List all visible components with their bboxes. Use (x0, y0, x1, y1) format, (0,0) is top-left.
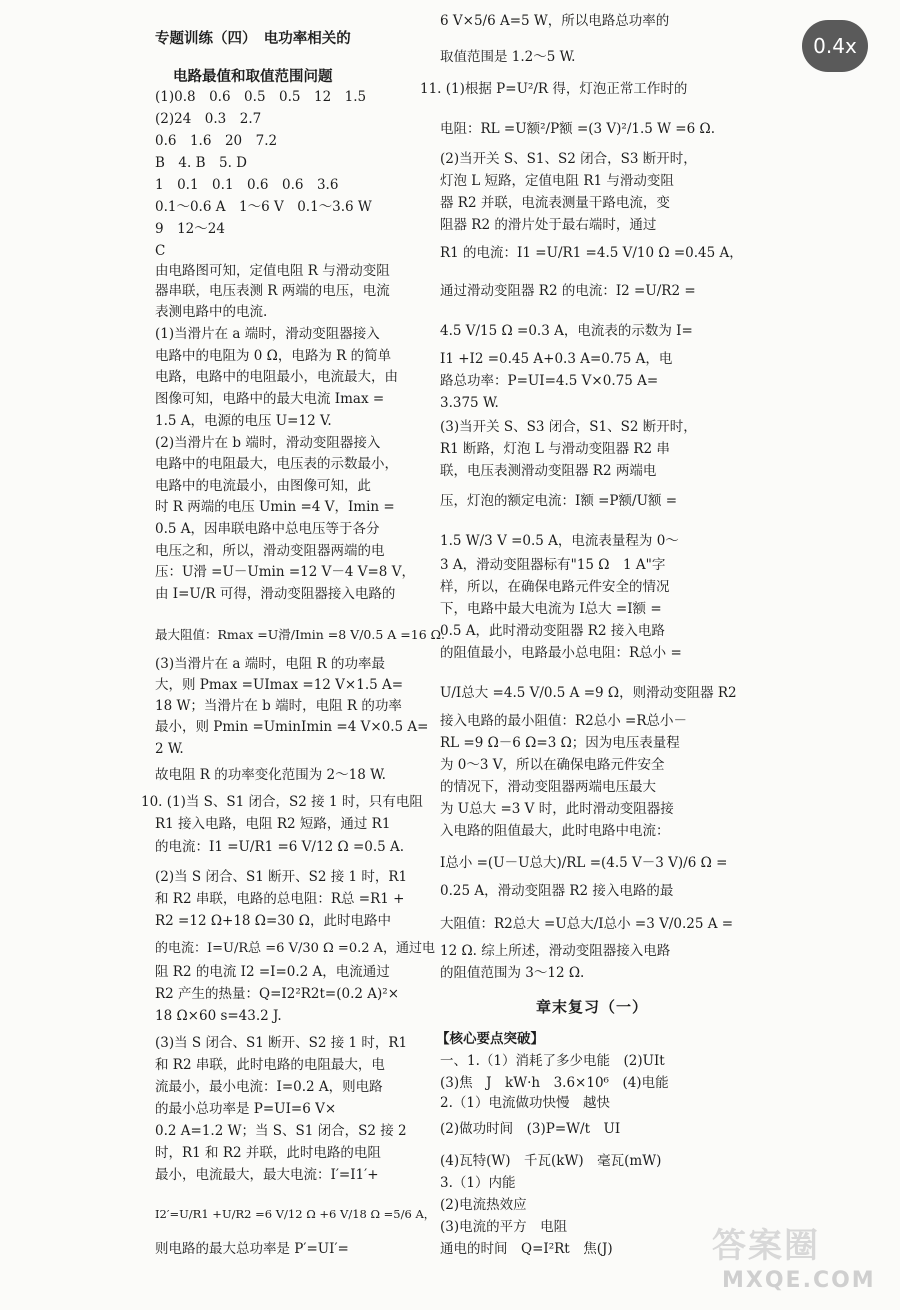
left-line: 1.5 A，电源的电压 U=12 V. (155, 413, 332, 429)
left-line: B 4. B 5. D (155, 155, 248, 171)
right-line: 压，灯泡的额定电流：I额 =P额/U额 = (440, 493, 678, 509)
left-line: 9 12～24 (155, 221, 225, 237)
right-line: 4.5 V/15 Ω =0.3 A，电流表的示数为 I= (440, 323, 693, 339)
right-line: 路总功率：P=UI=4.5 V×0.75 A= (440, 373, 659, 389)
left-line: C (155, 243, 166, 259)
left-line: (1)当滑片在 a 端时，滑动变阻器接入 (155, 326, 380, 342)
left-line: 阻 R2 的电流 I2 =I=0.2 A，电流通过 (155, 964, 390, 980)
left-line: 2 W. (155, 741, 184, 757)
right-line: 通过滑动变阻器 R2 的电流：I2 =U/R2 = (440, 283, 696, 299)
left-line: 最大阻值：Rmax =U滑/Imin =8 V/0.5 A =16 Ω. (155, 627, 445, 642)
right-line: 为 0～3 V，所以在确保电路元件安全 (440, 757, 665, 773)
left-line: 18 W；当滑片在 b 端时，电阻 R 的功率 (155, 698, 402, 714)
right-line: (4)瓦特(W) 千瓦(kW) 毫瓦(mW) (440, 1153, 662, 1169)
left-line: 电路，电路中的电阻最小，电流最大，由 (155, 369, 398, 385)
right-line: 样，所以，在确保电路元件安全的情况 (440, 579, 670, 595)
right-line: (2)电流热效应 (440, 1197, 527, 1213)
left-line: (2)当 S 闭合、S1 断开、S2 接 1 时，R1 (155, 869, 408, 885)
right-line: 12 Ω. 综上所述，滑动变阻器接入电路 (440, 943, 671, 959)
right-line: 3.375 W. (440, 395, 499, 411)
right-line: 的阻值最小，电路最小总电阻：R总小 = (440, 645, 682, 661)
right-line: (3)当开关 S、S3 闭合，S1、S2 断开时， (440, 419, 697, 435)
right-line: 取值范围是 1.2～5 W. (440, 49, 576, 65)
left-line: 流最小，最小电流：I=0.2 A，则电路 (155, 1079, 383, 1095)
right-line: 电阻：RL =U额²/P额 =(3 V)²/1.5 W =6 Ω. (440, 121, 715, 137)
left-line: R1 接入电路，电阻 R2 短路，通过 R1 (155, 816, 391, 832)
zoom-level-button[interactable]: 0.4x (802, 20, 868, 72)
left-line: 压：U滑 =U－Umin =12 V－4 V=8 V， (155, 564, 415, 580)
right-line: R1 断路，灯泡 L 与滑动变阻器 R2 串 (440, 441, 670, 457)
left-line: (2)24 0.3 2.7 (155, 111, 262, 127)
left-line: 由 I=U/R 可得，滑动变阻器接入电路的 (155, 586, 396, 602)
right-line: 6 V×5/6 A=5 W，所以电路总功率的 (440, 13, 670, 29)
right-line: 灯泡 L 短路，定值电阻 R1 与滑动变阻 (440, 173, 674, 189)
right-line: (2)当开关 S、S1、S2 闭合，S3 断开时， (440, 151, 697, 167)
left-line: 电路中的电流最小，由图像可知，此 (155, 478, 371, 494)
left-line: 最小，则 Pmin =UminImin =4 V×0.5 A= (155, 719, 429, 735)
left-line: 10. (1)当 S、S1 闭合，S2 接 1 时，只有电阻 (141, 794, 423, 810)
watermark-logo: 答案圈 (712, 1226, 820, 1266)
left-line: 则电路的最大总功率是 P′=UI′= (155, 1241, 349, 1257)
right-line: R1 的电流：I1 =U/R1 =4.5 V/10 Ω =0.45 A， (440, 245, 743, 261)
left-line: 专题训练（四） 电功率相关的 (155, 31, 351, 47)
left-line: (3)当 S 闭合、S1 断开、S2 接 1 时，R1 (155, 1035, 408, 1051)
left-line: 1 0.1 0.1 0.6 0.6 3.6 (155, 177, 339, 193)
left-line: 电路中的电阻最大，电压表的示数最小， (155, 456, 398, 472)
left-line: I2′=U/R1 +U/R2 =6 V/12 Ω +6 V/18 Ω =5/6 A， (155, 1207, 436, 1221)
right-line: RL =9 Ω－6 Ω=3 Ω；因为电压表量程 (440, 735, 680, 751)
right-line: 3.（1）内能 (440, 1175, 516, 1191)
right-line: 大阻值：R2总大 =U总大/I总小 =3 V/0.25 A = (440, 916, 734, 932)
right-line: 入电路的阻值最大，此时电路中电流： (440, 823, 670, 839)
left-line: 器串联，电压表测 R 两端的电压，电流 (155, 283, 390, 299)
right-line: (3)焦 J kW·h 3.6×10⁶ (4)电能 (440, 1075, 669, 1091)
left-line: 电压之和，所以，滑动变阻器两端的电 (155, 543, 385, 559)
left-line: 时 R 两端的电压 Umin =4 V，Imin = (155, 499, 395, 515)
right-line: 的情况下，滑动变阻器两端电压最大 (440, 779, 656, 795)
left-line: 故电阻 R 的功率变化范围为 2～18 W. (155, 767, 386, 783)
right-line: 的阻值范围为 3～12 Ω. (440, 965, 585, 981)
left-line: 图像可知，电路中的最大电流 Imax = (155, 391, 385, 407)
right-line: (2)做功时间 (3)P=W/t UI (440, 1121, 621, 1137)
left-line: (1)0.8 0.6 0.5 0.5 12 1.5 (155, 89, 367, 105)
left-line: R2 =12 Ω+18 Ω=30 Ω，此时电路中 (155, 913, 391, 929)
right-line: 章末复习（一） (536, 998, 649, 1016)
right-line: 接入电路的最小阻值：R2总小 =R总小－ (440, 713, 688, 729)
left-line: 0.6 1.6 20 7.2 (155, 133, 278, 149)
left-line: 0.5 A，因串联电路中总电压等于各分 (155, 521, 380, 537)
left-line: (3)当滑片在 a 端时，电阻 R 的功率最 (155, 656, 386, 672)
right-line: 0.25 A，滑动变阻器 R2 接入电路的最 (440, 883, 674, 899)
left-line: 最小，电流最大，最大电流：I′=I1′+ (155, 1167, 379, 1183)
right-line: U/I总大 =4.5 V/0.5 A =9 Ω，则滑动变阻器 R2 (440, 685, 737, 701)
right-line: 通电的时间 Q=I²Rt 焦(J) (440, 1241, 613, 1257)
right-line: 一、1.（1）消耗了多少电能 (2)UIt (440, 1053, 665, 1069)
left-line: 和 R2 串联，此时电路的电阻最大，电 (155, 1057, 385, 1073)
right-line: 1.5 W/3 V =0.5 A，电流表量程为 0～ (440, 533, 679, 549)
right-line: 【核心要点突破】 (436, 1031, 544, 1047)
left-line: 电路最值和取值范围问题 (173, 69, 333, 85)
left-line: R2 产生的热量：Q=I2²R2t=(0.2 A)²× (155, 986, 400, 1002)
right-line: I总小 =(U－U总大)/RL =(4.5 V－3 V)/6 Ω = (440, 855, 728, 871)
watermark-site: MXQE.COM (722, 1268, 876, 1293)
right-line: 0.5 A，此时滑动变阻器 R2 接入电路 (440, 623, 665, 639)
right-line: 阻器 R2 的滑片处于最右端时，通过 (440, 217, 657, 233)
left-line: 的电流：I1 =U/R1 =6 V/12 Ω =0.5 A. (155, 839, 405, 855)
left-line: 的电流：I=U/R总 =6 V/30 Ω =0.2 A，通过电 (155, 941, 436, 956)
right-line: 下，电路中最大电流为 I总大 =I额 = (440, 601, 662, 617)
right-line: 3 A，滑动变阻器标有"15 Ω 1 A"字 (440, 557, 666, 573)
right-line: 为 U总大 =3 V 时，此时滑动变阻器接 (440, 801, 674, 817)
right-line: I1 +I2 =0.45 A+0.3 A=0.75 A，电 (440, 351, 673, 367)
right-line: 器 R2 并联，电流表测量干路电流，变 (440, 195, 670, 211)
left-line: 的最小总功率是 P=UI=6 V× (155, 1101, 337, 1117)
left-line: 18 Ω×60 s=43.2 J. (155, 1008, 282, 1024)
left-line: 大，则 Pmax =UImax =12 V×1.5 A= (155, 677, 404, 693)
left-line: 电路中的电阻为 0 Ω，电路为 R 的简单 (155, 348, 392, 364)
right-line: 联，电压表测滑动变阻器 R2 两端电 (440, 463, 657, 479)
left-line: 0.2 A=1.2 W；当 S、S1 闭合，S2 接 2 (155, 1123, 407, 1139)
left-line: (2)当滑片在 b 端时，滑动变阻器接入 (155, 435, 381, 451)
left-line: 和 R2 串联，电路的总电阻：R总 =R1 + (155, 891, 405, 907)
left-line: 时，R1 和 R2 并联，此时电路的电阻 (155, 1145, 381, 1161)
left-line: 0.1～0.6 A 1～6 V 0.1～3.6 W (155, 199, 372, 215)
right-line: 11. (1)根据 P=U²/R 得，灯泡正常工作时的 (420, 81, 688, 97)
right-line: (3)电流的平方 电阻 (440, 1219, 568, 1235)
right-line: 2.（1）电流做功快慢 越快 (440, 1095, 610, 1111)
left-line: 表测电路中的电流. (155, 304, 268, 320)
left-line: 由电路图可知，定值电阻 R 与滑动变阻 (155, 263, 390, 279)
